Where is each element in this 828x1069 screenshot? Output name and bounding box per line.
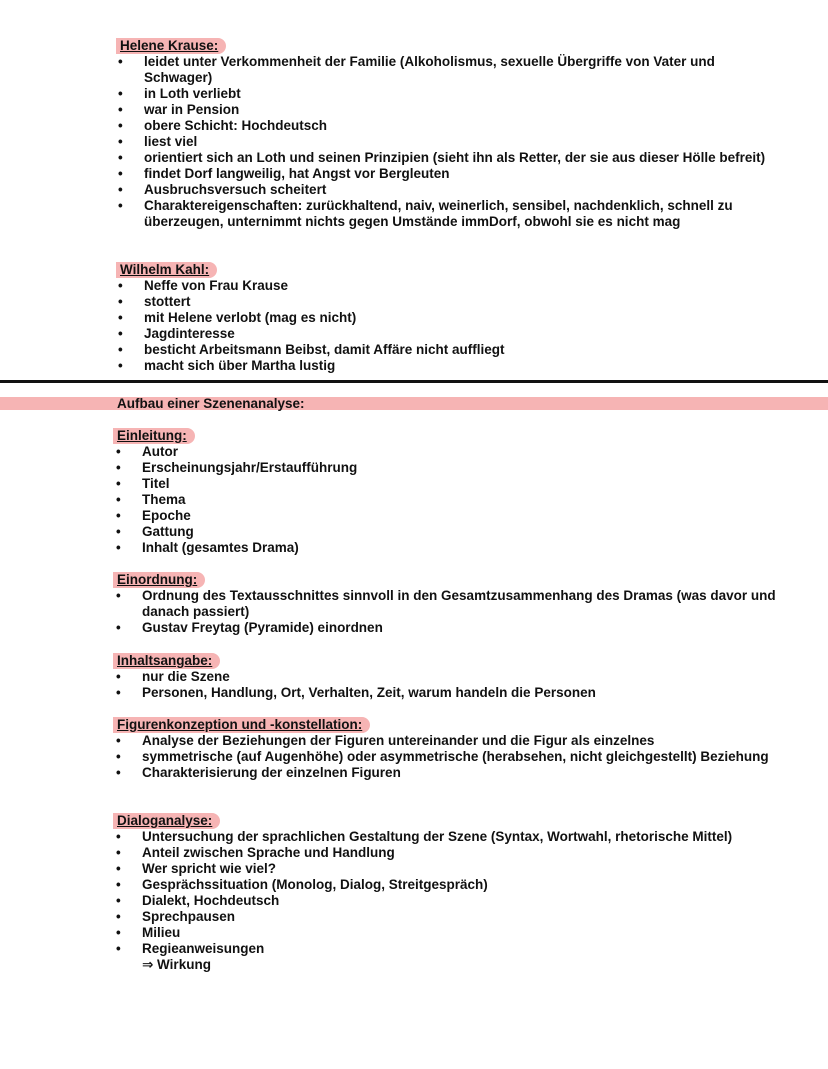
list-item: • stottert xyxy=(118,294,191,309)
list-item: • Analyse der Beziehungen der Figuren untereinander und die Figur als einzelnes xyxy=(116,733,655,748)
list-item: • obere Schicht: Hochdeutsch xyxy=(118,118,328,133)
list-item: • Anteil zwischen Sprache und Handlung xyxy=(116,845,395,860)
list-item: • Regieanweisungen xyxy=(116,941,265,956)
helene-heading: Helene Krause: xyxy=(116,38,226,54)
list-item: • Neffe von Frau Krause xyxy=(118,278,289,293)
list-item: • orientiert sich an Loth und seinen Prinzipien (sieht ihn als Retter, der sie aus dieser Hölle befreit) xyxy=(118,150,766,165)
list-item: • Erscheinungsjahr/Erstaufführung xyxy=(116,460,358,475)
list-item: • findet Dorf langweilig, hat Angst vor Bergleuten xyxy=(118,166,450,181)
list-item: • Inhalt (gesamtes Drama) xyxy=(116,540,299,555)
list-item: • Untersuchung der sprachlichen Gestaltung der Szene (Syntax, Wortwahl, rhetorische Mittel) xyxy=(116,829,733,844)
wilhelm-section xyxy=(119,262,784,374)
dialog-heading: Dialoganalyse: xyxy=(113,813,220,829)
list-item: • macht sich über Martha lustig xyxy=(118,358,336,373)
einordnung-list xyxy=(116,588,812,636)
page-title: Aufbau einer Szenenanalyse: xyxy=(117,396,305,411)
list-item: • Ausbruchsversuch scheitert xyxy=(118,182,327,197)
list-item: • Charaktereigenschaften: zurückhaltend, naiv, weinerlich, sensibel, nachdenklich, schnell zu überzeugen, unternimmt nichts gegen Umstände immDorf, obwohl sie es nicht mag xyxy=(118,198,733,229)
wirkung-result: ⇒ Wirkung xyxy=(142,957,211,972)
dialog-list xyxy=(116,829,812,957)
list-item: • Gesprächssituation (Monolog, Dialog, Streitgespräch) xyxy=(116,877,488,892)
list-item: • Autor xyxy=(116,444,178,459)
list-item: • liest viel xyxy=(118,134,198,149)
einordnung-heading: Einordnung: xyxy=(113,572,205,588)
figuren-heading: Figurenkonzeption und -konstellation: xyxy=(113,717,370,733)
inhaltsangabe-section xyxy=(116,653,812,701)
list-item: • Thema xyxy=(116,492,186,507)
list-item: • Milieu xyxy=(116,925,181,940)
list-item: • Charakterisierung der einzelnen Figuren xyxy=(116,765,401,780)
figuren-list xyxy=(116,733,782,781)
list-item: • Epoche xyxy=(116,508,191,523)
list-item: • in Loth verliebt xyxy=(118,86,241,101)
list-item: • Ordnung des Textausschnittes sinnvoll in den Gesamtzusammenhang des Dramas (was davor und danach passiert) xyxy=(116,588,776,619)
list-item: • Dialekt, Hochdeutsch xyxy=(116,893,280,908)
list-item: • Personen, Handlung, Ort, Verhalten, Zeit, warum handeln die Personen xyxy=(116,685,596,700)
einleitung-section xyxy=(116,428,812,556)
list-item: • Titel xyxy=(116,476,170,491)
list-item: • Jagdinteresse xyxy=(118,326,235,341)
einleitung-heading: Einleitung: xyxy=(113,428,195,444)
wilhelm-list xyxy=(118,278,784,374)
list-item: • besticht Arbeitsmann Beibst, damit Affäre nicht auffliegt xyxy=(118,342,505,357)
list-item: • Sprechpausen xyxy=(116,909,236,924)
helene-list xyxy=(118,54,784,230)
list-item: • Gustav Freytag (Pyramide) einordnen xyxy=(116,620,383,635)
einleitung-list xyxy=(116,444,812,556)
dialog-section xyxy=(116,813,812,973)
page-divider xyxy=(0,380,828,383)
inhaltsangabe-list xyxy=(116,669,812,701)
list-item: • war in Pension xyxy=(118,102,240,117)
wilhelm-heading: Wilhelm Kahl: xyxy=(116,262,217,278)
inhaltsangabe-heading: Inhaltsangabe: xyxy=(113,653,220,669)
list-item: • Gattung xyxy=(116,524,194,539)
list-item: • Wer spricht wie viel? xyxy=(116,861,277,876)
list-item: • nur die Szene xyxy=(116,669,230,684)
list-item: • leidet unter Verkommenheit der Familie (Alkoholismus, sexuelle Übergriffe von Vater und Schwager) xyxy=(118,54,715,85)
list-item: • symmetrische (auf Augenhöhe) oder asymmetrische (herabsehen, nicht gleichgestellt) Beziehung xyxy=(116,749,769,764)
helene-section xyxy=(119,38,784,230)
einordnung-section xyxy=(116,572,812,636)
list-item: • mit Helene verlobt (mag es nicht) xyxy=(118,310,357,325)
figuren-section xyxy=(116,717,782,781)
